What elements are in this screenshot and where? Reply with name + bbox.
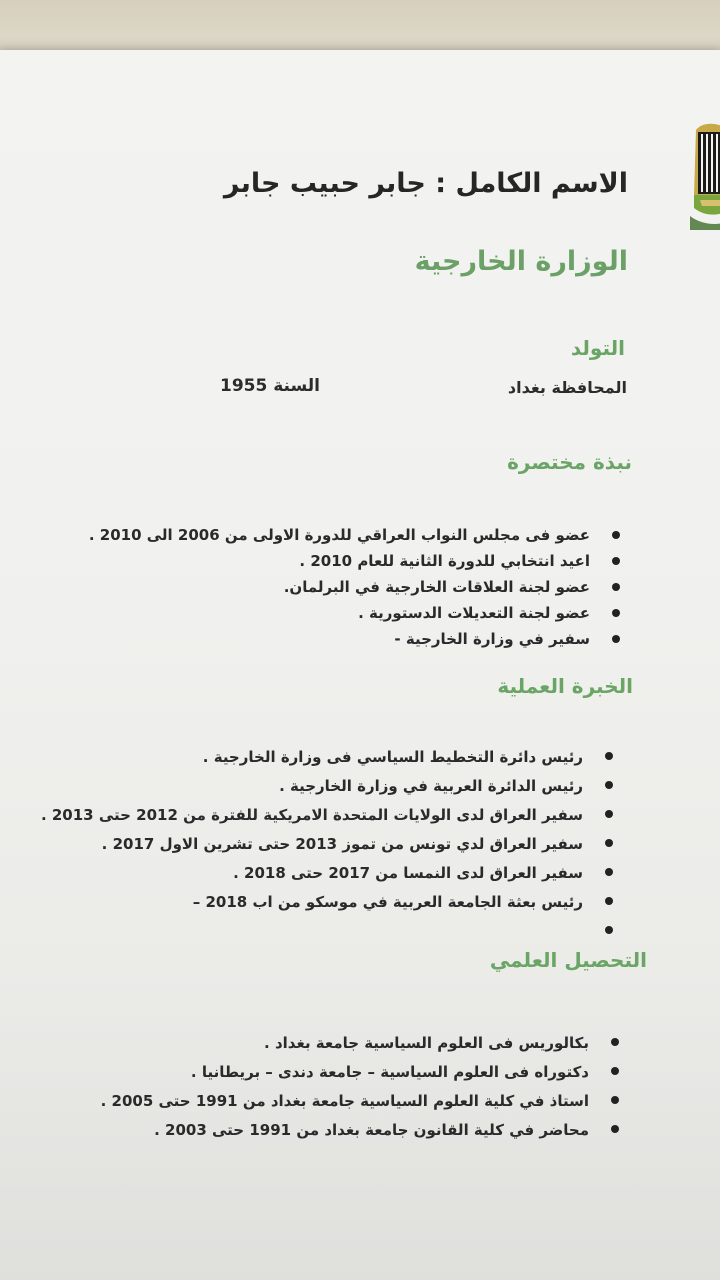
birth-section-title: التولد: [570, 336, 625, 360]
list-item: [89, 548, 620, 574]
list-item-text: استاذ في كلية العلوم السياسية جامعة بغداد من 1991 حتى 2005 .: [100, 1092, 589, 1110]
list-item: [41, 888, 613, 917]
list-item: [101, 1058, 619, 1087]
list-item-text: رئيس الدائرة العربية في وزارة الخارجية .: [279, 777, 583, 795]
bullet-icon: [611, 1096, 619, 1104]
bullet-icon: [612, 557, 620, 565]
birth-place: المحافظة بغداد: [507, 378, 627, 397]
list-item-text: سفير في وزارة الخارجية -: [394, 630, 590, 648]
list-item: [89, 574, 620, 600]
bullet-icon: [611, 1038, 619, 1046]
list-item-text: سفير العراق لدى الولايات المتحدة الامريكية للفترة من 2012 حتى 2013 .: [40, 806, 583, 824]
bullet-icon: [611, 1067, 619, 1075]
list-item-text: دكتوراه فى العلوم السياسية – جامعة دندى – بريطانيا .: [190, 1063, 589, 1081]
full-name: الاسم الكامل : جابر حبيب جابر: [223, 168, 628, 199]
list-item: [41, 772, 613, 801]
list-item: [41, 830, 613, 859]
bullet-icon: [612, 609, 620, 617]
bullet-icon: [605, 752, 613, 760]
list-item-text: بكالوريس فى العلوم السياسية جامعة بغداد .: [264, 1034, 589, 1052]
summary-list: [89, 522, 620, 652]
bullet-icon: [612, 635, 620, 643]
list-item: [89, 600, 620, 626]
experience-list: [41, 743, 613, 946]
bullet-icon: [605, 897, 613, 905]
bullet-icon: [611, 1125, 619, 1133]
iraq-coat-of-arms-icon: [686, 120, 720, 230]
education-list: [101, 1029, 619, 1145]
list-item: [41, 743, 613, 772]
list-item: [101, 1116, 619, 1145]
list-item: [41, 801, 613, 830]
birth-details: [0, 374, 720, 404]
summary-section-title: نبذة مختصرة: [507, 450, 632, 474]
list-item-text: اعيد انتخابي للدورة الثانية للعام 2010 .: [299, 552, 590, 570]
experience-section-title: الخبرة العملية: [497, 674, 633, 698]
ministry-title: الوزارة الخارجية: [414, 246, 628, 277]
list-item-text: عضو لجنة العلاقات الخارجية في البرلمان.: [283, 578, 590, 596]
list-item-text: رئيس دائرة التخطيط السياسي فى وزارة الخارجية .: [202, 748, 583, 766]
bullet-icon: [612, 531, 620, 539]
list-item: [41, 859, 613, 888]
bullet-icon: [605, 781, 613, 789]
list-item-text: سفير العراق لدى النمسا من 2017 حتى 2018 .: [233, 864, 583, 882]
bullet-icon: [605, 839, 613, 847]
list-item: [41, 917, 613, 946]
bullet-icon: [612, 583, 620, 591]
list-item-text: محاضر في كلية القانون جامعة بغداد من 1991 حتى 2003 .: [154, 1121, 589, 1139]
birth-year: السنة 1955: [219, 376, 320, 396]
list-item: [89, 626, 620, 652]
list-item: [89, 522, 620, 548]
list-item-text: عضو لجنة التعديلات الدستورية .: [358, 604, 590, 622]
list-item: [101, 1029, 619, 1058]
list-item-text: عضو فى مجلس النواب العراقي للدورة الاولى من 2006 الى 2010 .: [88, 526, 590, 544]
education-section-title: التحصيل العلمي: [489, 948, 647, 972]
bullet-icon: [605, 810, 613, 818]
list-item-text: رئيس بعثة الجامعة العربية في موسكو من اب 2018 –: [192, 893, 583, 911]
bullet-icon: [605, 926, 613, 934]
list-item-text: سفير العراق لدي تونس من تموز 2013 حتى تشرين الاول 2017 .: [101, 835, 583, 853]
list-item: [101, 1087, 619, 1116]
bullet-icon: [605, 868, 613, 876]
